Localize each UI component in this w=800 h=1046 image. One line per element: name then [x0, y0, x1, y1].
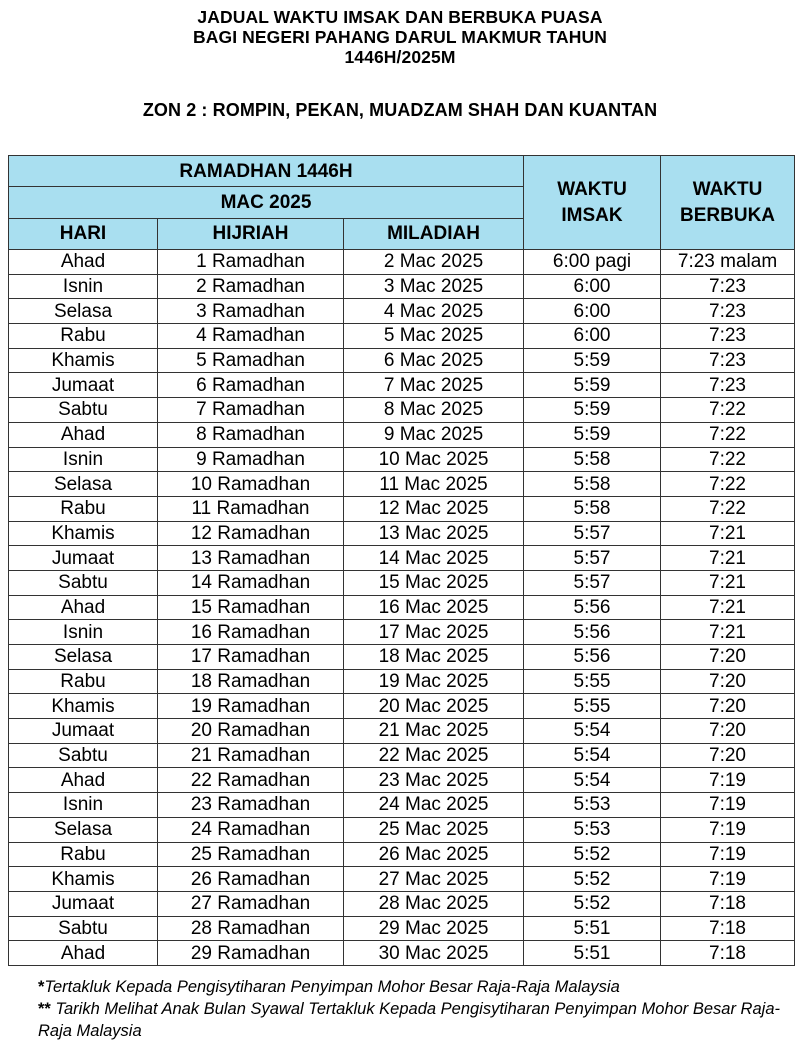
cell-hari: Khamis	[9, 694, 158, 719]
table-row	[9, 422, 795, 447]
schedule-table	[8, 155, 795, 966]
cell-miladiah: 18 Mac 2025	[344, 645, 524, 670]
cell-hijriah: 16 Ramadhan	[158, 620, 344, 645]
cell-berbuka: 7:21	[661, 521, 795, 546]
cell-imsak: 5:58	[524, 447, 661, 472]
cell-hari: Ahad	[9, 595, 158, 620]
cell-berbuka: 7:20	[661, 694, 795, 719]
cell-hijriah: 10 Ramadhan	[158, 472, 344, 497]
cell-hari: Selasa	[9, 472, 158, 497]
cell-hijriah: 20 Ramadhan	[158, 719, 344, 744]
cell-berbuka: 7:23 malam	[661, 250, 795, 275]
header-month: MAC 2025	[9, 187, 524, 218]
table-row	[9, 250, 795, 275]
cell-miladiah: 29 Mac 2025	[344, 916, 524, 941]
table-row	[9, 373, 795, 398]
cell-imsak: 5:56	[524, 595, 661, 620]
cell-berbuka: 7:23	[661, 373, 795, 398]
cell-imsak: 5:54	[524, 743, 661, 768]
table-body	[9, 250, 795, 966]
cell-imsak: 6:00	[524, 324, 661, 349]
table-row	[9, 447, 795, 472]
cell-hijriah: 7 Ramadhan	[158, 398, 344, 423]
table-row	[9, 570, 795, 595]
header-waktu-berbuka: WAKTU BERBUKA	[661, 156, 795, 250]
cell-hari: Selasa	[9, 299, 158, 324]
cell-hijriah: 6 Ramadhan	[158, 373, 344, 398]
cell-imsak: 5:59	[524, 373, 661, 398]
cell-imsak: 5:54	[524, 719, 661, 744]
cell-hijriah: 26 Ramadhan	[158, 867, 344, 892]
table-row	[9, 669, 795, 694]
table-row	[9, 941, 795, 966]
cell-berbuka: 7:18	[661, 916, 795, 941]
cell-hari: Khamis	[9, 348, 158, 373]
cell-imsak: 5:59	[524, 422, 661, 447]
cell-imsak: 5:56	[524, 645, 661, 670]
table-row	[9, 595, 795, 620]
cell-miladiah: 24 Mac 2025	[344, 793, 524, 818]
cell-hijriah: 5 Ramadhan	[158, 348, 344, 373]
cell-imsak: 5:59	[524, 398, 661, 423]
cell-miladiah: 5 Mac 2025	[344, 324, 524, 349]
header-miladiah: MILADIAH	[344, 218, 524, 249]
cell-miladiah: 6 Mac 2025	[344, 348, 524, 373]
cell-imsak: 6:00	[524, 274, 661, 299]
table-row	[9, 645, 795, 670]
cell-hijriah: 18 Ramadhan	[158, 669, 344, 694]
cell-imsak: 5:52	[524, 867, 661, 892]
header-waktu-imsak: WAKTU IMSAK	[524, 156, 661, 250]
footnote-1	[38, 976, 798, 998]
cell-hari: Ahad	[9, 422, 158, 447]
header-hijriah: HIJRIAH	[158, 218, 344, 249]
cell-imsak: 5:51	[524, 941, 661, 966]
cell-miladiah: 15 Mac 2025	[344, 570, 524, 595]
cell-hijriah: 19 Ramadhan	[158, 694, 344, 719]
cell-berbuka: 7:19	[661, 867, 795, 892]
cell-hijriah: 25 Ramadhan	[158, 842, 344, 867]
table-row	[9, 891, 795, 916]
footnote-2-text: Tarikh Melihat Anak Bulan Syawal Tertakluk Kepada Pengisytiharan Penyimpan Mohor Besar Raja-Raja Malaysia	[38, 1000, 780, 1040]
cell-hari: Ahad	[9, 768, 158, 793]
cell-hijriah: 17 Ramadhan	[158, 645, 344, 670]
cell-hari: Selasa	[9, 817, 158, 842]
cell-hari: Rabu	[9, 669, 158, 694]
cell-miladiah: 23 Mac 2025	[344, 768, 524, 793]
cell-hijriah: 3 Ramadhan	[158, 299, 344, 324]
cell-imsak: 5:57	[524, 546, 661, 571]
cell-imsak: 5:52	[524, 891, 661, 916]
cell-berbuka: 7:21	[661, 620, 795, 645]
cell-miladiah: 2 Mac 2025	[344, 250, 524, 275]
table-row	[9, 620, 795, 645]
cell-hari: Ahad	[9, 941, 158, 966]
cell-imsak: 5:53	[524, 793, 661, 818]
cell-berbuka: 7:23	[661, 324, 795, 349]
table-row	[9, 694, 795, 719]
cell-hari: Isnin	[9, 447, 158, 472]
cell-hari: Jumaat	[9, 373, 158, 398]
cell-hari: Khamis	[9, 521, 158, 546]
cell-hari: Rabu	[9, 324, 158, 349]
cell-hari: Sabtu	[9, 743, 158, 768]
cell-imsak: 5:51	[524, 916, 661, 941]
cell-hijriah: 24 Ramadhan	[158, 817, 344, 842]
cell-hari: Sabtu	[9, 916, 158, 941]
table-row	[9, 348, 795, 373]
cell-berbuka: 7:19	[661, 842, 795, 867]
cell-hari: Isnin	[9, 793, 158, 818]
cell-miladiah: 10 Mac 2025	[344, 447, 524, 472]
cell-miladiah: 8 Mac 2025	[344, 398, 524, 423]
cell-hijriah: 8 Ramadhan	[158, 422, 344, 447]
cell-berbuka: 7:23	[661, 348, 795, 373]
cell-hari: Selasa	[9, 645, 158, 670]
cell-hari: Sabtu	[9, 570, 158, 595]
cell-miladiah: 27 Mac 2025	[344, 867, 524, 892]
cell-miladiah: 9 Mac 2025	[344, 422, 524, 447]
cell-miladiah: 20 Mac 2025	[344, 694, 524, 719]
cell-berbuka: 7:19	[661, 817, 795, 842]
header-hari: HARI	[9, 218, 158, 249]
cell-hari: Sabtu	[9, 398, 158, 423]
cell-hijriah: 9 Ramadhan	[158, 447, 344, 472]
cell-hijriah: 12 Ramadhan	[158, 521, 344, 546]
cell-berbuka: 7:22	[661, 472, 795, 497]
cell-imsak: 5:52	[524, 842, 661, 867]
footnote-1-text: Tertakluk Kepada Pengisytiharan Penyimpan Mohor Besar Raja-Raja Malaysia	[44, 978, 620, 996]
cell-hari: Jumaat	[9, 546, 158, 571]
cell-miladiah: 25 Mac 2025	[344, 817, 524, 842]
cell-imsak: 5:54	[524, 768, 661, 793]
cell-imsak: 5:58	[524, 472, 661, 497]
cell-miladiah: 22 Mac 2025	[344, 743, 524, 768]
cell-hijriah: 14 Ramadhan	[158, 570, 344, 595]
table-header	[9, 156, 795, 250]
cell-berbuka: 7:19	[661, 768, 795, 793]
cell-miladiah: 12 Mac 2025	[344, 496, 524, 521]
cell-miladiah: 30 Mac 2025	[344, 941, 524, 966]
footnote-2-mark: **	[38, 1000, 51, 1018]
cell-hijriah: 2 Ramadhan	[158, 274, 344, 299]
title-line-2: BAGI NEGERI PAHANG DARUL MAKMUR TAHUN	[193, 27, 607, 47]
cell-hari: Rabu	[9, 842, 158, 867]
cell-berbuka: 7:21	[661, 546, 795, 571]
cell-imsak: 5:53	[524, 817, 661, 842]
cell-miladiah: 7 Mac 2025	[344, 373, 524, 398]
cell-miladiah: 3 Mac 2025	[344, 274, 524, 299]
cell-miladiah: 14 Mac 2025	[344, 546, 524, 571]
cell-hari: Isnin	[9, 620, 158, 645]
cell-imsak: 5:57	[524, 570, 661, 595]
table-row	[9, 274, 795, 299]
cell-berbuka: 7:21	[661, 570, 795, 595]
footnotes	[38, 976, 798, 1042]
cell-berbuka: 7:22	[661, 496, 795, 521]
table-row	[9, 916, 795, 941]
table-row	[9, 472, 795, 497]
cell-hijriah: 15 Ramadhan	[158, 595, 344, 620]
cell-hari: Rabu	[9, 496, 158, 521]
table-row	[9, 546, 795, 571]
cell-hijriah: 22 Ramadhan	[158, 768, 344, 793]
cell-berbuka: 7:20	[661, 719, 795, 744]
title-line-1: JADUAL WAKTU IMSAK DAN BERBUKA PUASA	[197, 7, 603, 27]
title-line-3: 1446H/2025M	[344, 47, 456, 67]
cell-hijriah: 11 Ramadhan	[158, 496, 344, 521]
cell-berbuka: 7:21	[661, 595, 795, 620]
cell-imsak: 5:59	[524, 348, 661, 373]
cell-berbuka: 7:20	[661, 645, 795, 670]
cell-hijriah: 28 Ramadhan	[158, 916, 344, 941]
table-row	[9, 521, 795, 546]
cell-hijriah: 21 Ramadhan	[158, 743, 344, 768]
cell-hari: Khamis	[9, 867, 158, 892]
header-ramadhan: RAMADHAN 1446H	[9, 156, 524, 187]
cell-miladiah: 4 Mac 2025	[344, 299, 524, 324]
cell-berbuka: 7:18	[661, 891, 795, 916]
cell-berbuka: 7:18	[661, 941, 795, 966]
cell-miladiah: 21 Mac 2025	[344, 719, 524, 744]
cell-hari: Isnin	[9, 274, 158, 299]
table-row	[9, 743, 795, 768]
cell-berbuka: 7:22	[661, 422, 795, 447]
cell-hijriah: 13 Ramadhan	[158, 546, 344, 571]
cell-hijriah: 29 Ramadhan	[158, 941, 344, 966]
cell-miladiah: 13 Mac 2025	[344, 521, 524, 546]
table-row	[9, 299, 795, 324]
table-row	[9, 719, 795, 744]
cell-hijriah: 23 Ramadhan	[158, 793, 344, 818]
cell-berbuka: 7:22	[661, 398, 795, 423]
cell-imsak: 5:55	[524, 694, 661, 719]
cell-imsak: 5:57	[524, 521, 661, 546]
cell-hari: Jumaat	[9, 719, 158, 744]
cell-imsak: 6:00	[524, 299, 661, 324]
cell-miladiah: 28 Mac 2025	[344, 891, 524, 916]
table-row	[9, 867, 795, 892]
table-row	[9, 768, 795, 793]
cell-miladiah: 19 Mac 2025	[344, 669, 524, 694]
cell-hijriah: 4 Ramadhan	[158, 324, 344, 349]
zone-heading: ZON 2 : ROMPIN, PEKAN, MUADZAM SHAH DAN KUANTAN	[142, 100, 658, 120]
table-row	[9, 817, 795, 842]
cell-berbuka: 7:23	[661, 274, 795, 299]
table-row	[9, 324, 795, 349]
cell-hijriah: 27 Ramadhan	[158, 891, 344, 916]
cell-miladiah: 26 Mac 2025	[344, 842, 524, 867]
cell-berbuka: 7:23	[661, 299, 795, 324]
cell-miladiah: 11 Mac 2025	[344, 472, 524, 497]
table-row	[9, 398, 795, 423]
cell-miladiah: 17 Mac 2025	[344, 620, 524, 645]
cell-imsak: 5:55	[524, 669, 661, 694]
cell-berbuka: 7:22	[661, 447, 795, 472]
table-row	[9, 842, 795, 867]
cell-berbuka: 7:20	[661, 669, 795, 694]
cell-imsak: 5:58	[524, 496, 661, 521]
cell-berbuka: 7:20	[661, 743, 795, 768]
table-row	[9, 793, 795, 818]
cell-berbuka: 7:19	[661, 793, 795, 818]
footnote-1-mark: *	[38, 978, 45, 996]
cell-miladiah: 16 Mac 2025	[344, 595, 524, 620]
cell-hari: Ahad	[9, 250, 158, 275]
table-row	[9, 496, 795, 521]
cell-hijriah: 1 Ramadhan	[158, 250, 344, 275]
footnote-2	[38, 998, 798, 1042]
cell-imsak: 6:00 pagi	[524, 250, 661, 275]
cell-imsak: 5:56	[524, 620, 661, 645]
cell-hari: Jumaat	[9, 891, 158, 916]
